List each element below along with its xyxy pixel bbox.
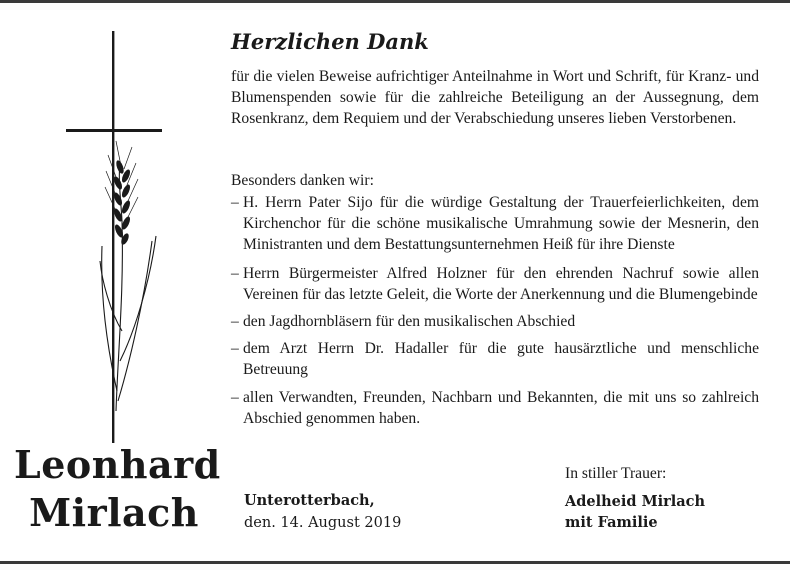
- list-item-text: Herrn Bürgermeister Alfred Holzner für den ehrenden Nachruf sowie allen Vereinen für das letzte Geleit, die Worte der Anerkennung und die Blumengebinde: [243, 264, 759, 303]
- intro-paragraph: für die vielen Beweise aufrichtiger Anteilnahme in Wort und Schrift, für Kranz- und Blumenspenden sowie für die zahlreiche Beteiligung an der Aussegnung, dem Rosenkranz, dem Requiem und der Verabschiedung unseres lieben Verstorbenen.: [231, 68, 759, 128]
- list-item-text: allen Verwandten, Freunden, Nachbarn und Bekannten, die mit uns so zahlreich Abschied genommen haben.: [243, 388, 759, 427]
- dash-icon: –: [231, 313, 239, 331]
- list-item-text: den Jagdhornbläsern für den musikalischen Abschied: [243, 313, 576, 331]
- dash-icon: –: [231, 194, 239, 211]
- list-item: [231, 192, 759, 256]
- list-item-text: H. Herrn Pater Sijo für die würdige Gestaltung der Trauerfeierlichkeiten, dem Kirchenchor für die schöne musikalische Umrahmung sowie der Mesnerin, den Ministranten und dem Bestattungsunternehmen Heiß für ihre Dienste: [243, 194, 759, 254]
- page-title: Herzlichen Dank: [231, 29, 429, 54]
- thanks-list: [231, 192, 759, 435]
- family-suffix: mit Familie: [565, 514, 658, 531]
- list-item-text: dem Arzt Herrn Dr. Hadaller für die gute hausärztliche und menschliche Betreuung: [243, 340, 759, 379]
- deceased-last-name: Mirlach: [29, 490, 199, 535]
- date-label: den. 14. August 2019: [244, 515, 402, 531]
- list-item: [231, 311, 759, 332]
- dash-icon: –: [231, 388, 239, 406]
- mourning-label: In stiller Trauer:: [565, 465, 667, 482]
- thanks-label: Besonders danken wir:: [231, 172, 374, 189]
- list-item: [231, 338, 759, 380]
- family-name: Adelheid Mirlach: [565, 493, 706, 510]
- list-item: [231, 387, 759, 429]
- dash-icon: –: [231, 264, 239, 282]
- place-text: Unterotterbach,: [244, 492, 375, 509]
- place-label: [244, 491, 375, 511]
- family-signature: [565, 491, 705, 533]
- dash-icon: –: [231, 340, 239, 358]
- list-item: [231, 263, 759, 305]
- deceased-first-name: Leonhard: [14, 442, 221, 487]
- cross-with-wheat-icon: [60, 31, 170, 443]
